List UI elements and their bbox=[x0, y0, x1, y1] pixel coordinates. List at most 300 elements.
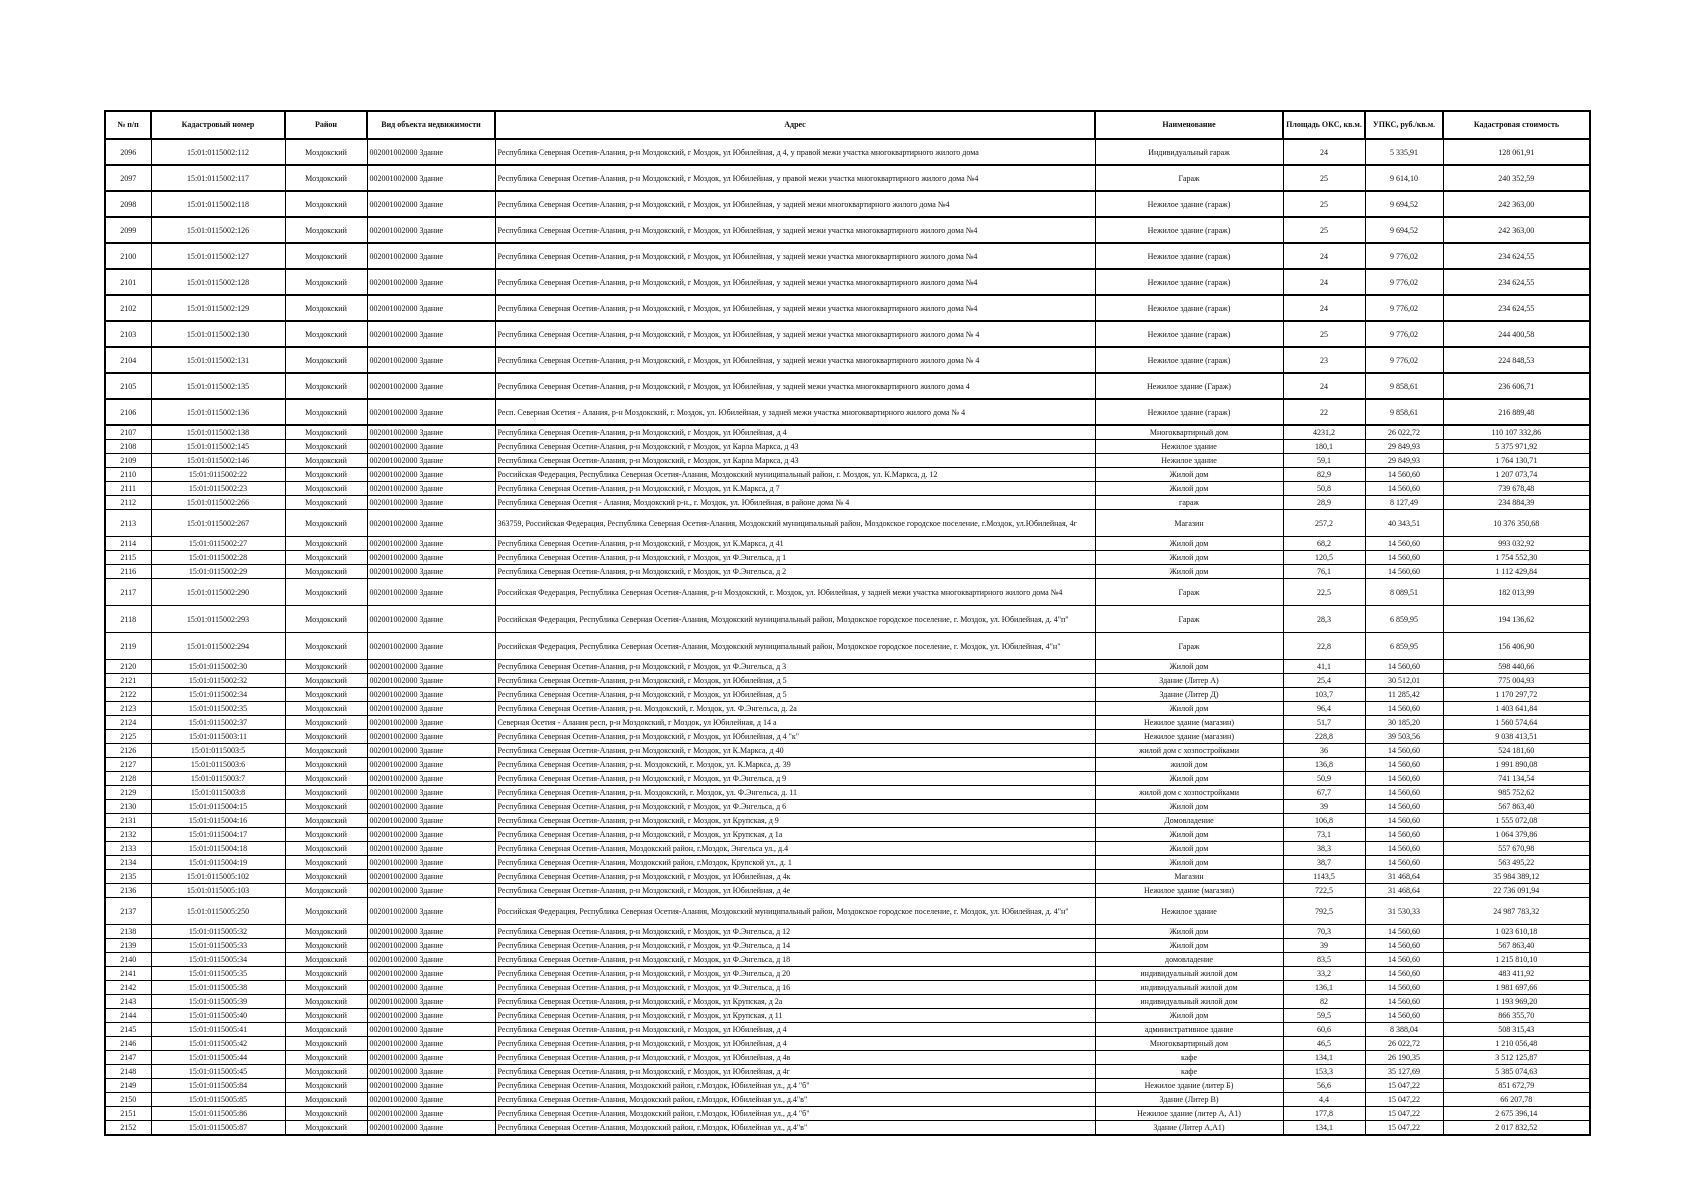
upks-cell: 14 560,60 bbox=[1365, 995, 1443, 1009]
object-kind-cell: 002001002000 Здание bbox=[367, 537, 495, 551]
cadastral-number-cell: 15:01:0115002:145 bbox=[151, 440, 285, 454]
object-kind-cell: 002001002000 Здание bbox=[367, 856, 495, 870]
cadastral-number-cell: 15:01:0115003:8 bbox=[151, 786, 285, 800]
cadastral-number-cell: 15:01:0115005:33 bbox=[151, 939, 285, 953]
cadastral-cost-cell: 3 512 125,87 bbox=[1443, 1051, 1590, 1065]
area-cell: 39 bbox=[1283, 939, 1365, 953]
upks-cell: 26 022,72 bbox=[1365, 425, 1443, 440]
upks-cell: 15 047,22 bbox=[1365, 1121, 1443, 1136]
cadastral-cost-cell: 741 134,54 bbox=[1443, 772, 1590, 786]
name-cell: индивидуальный жилой дом bbox=[1095, 995, 1283, 1009]
address-cell: Республика Северная Осетия-Алания, р-н Моздокский, г Моздок, ул Ф.Энгельса, д 3 bbox=[495, 660, 1095, 674]
table-row bbox=[105, 1023, 1590, 1037]
name-cell: Нежилое здание (гараж) bbox=[1095, 243, 1283, 269]
row-number-cell: 2145 bbox=[105, 1023, 151, 1037]
row-number-cell: 2123 bbox=[105, 702, 151, 716]
address-cell: Республика Северная Осетия-Алания, р-н Моздокский, г Моздок, ул Юбилейная, д 4г bbox=[495, 1065, 1095, 1079]
district-cell: Моздокский bbox=[285, 454, 367, 468]
cadastral-number-cell: 15:01:0115003:6 bbox=[151, 758, 285, 772]
address-cell: Республика Северная Осетия-Алания, р-н Моздокский, г Моздок, ул Юбилейная, д 4к bbox=[495, 870, 1095, 884]
cadastral-number-cell: 15:01:0115002:118 bbox=[151, 191, 285, 217]
address-cell: Российская Федерация, Республика Северная Осетия-Алания, Моздокский муниципальный район, Моздокское городское поселение, г. Моздок, ул. Юбилейная, д. 4"н" bbox=[495, 898, 1095, 925]
area-cell: 36 bbox=[1283, 744, 1365, 758]
cadastral-number-cell: 15:01:0115005:84 bbox=[151, 1079, 285, 1093]
object-kind-cell: 002001002000 Здание bbox=[367, 1009, 495, 1023]
area-cell: 83,5 bbox=[1283, 953, 1365, 967]
cadastral-cost-cell: 851 672,79 bbox=[1443, 1079, 1590, 1093]
upks-cell: 14 560,60 bbox=[1365, 856, 1443, 870]
row-number-cell: 2142 bbox=[105, 981, 151, 995]
address-cell: Республика Северная Осетия-Алания, р-н Моздокский, г Моздок, ул Ф.Энгельса, д 16 bbox=[495, 981, 1095, 995]
area-cell: 96,4 bbox=[1283, 702, 1365, 716]
cadastral-cost-cell: 563 495,22 bbox=[1443, 856, 1590, 870]
table-row bbox=[105, 468, 1590, 482]
cadastral-cost-cell: 234 884,39 bbox=[1443, 496, 1590, 510]
row-number-cell: 2146 bbox=[105, 1037, 151, 1051]
object-kind-cell: 002001002000 Здание bbox=[367, 373, 495, 399]
object-kind-cell: 002001002000 Здание bbox=[367, 758, 495, 772]
address-cell: Республика Северная Осетия-Алания, р-н Моздокский, г Моздок, ул К.Маркса, д 7 bbox=[495, 482, 1095, 496]
upks-cell: 15 047,22 bbox=[1365, 1079, 1443, 1093]
cadastral-number-cell: 15:01:0115002:293 bbox=[151, 606, 285, 633]
upks-cell: 6 859,95 bbox=[1365, 606, 1443, 633]
cadastral-cost-cell: 567 863,40 bbox=[1443, 939, 1590, 953]
upks-cell: 8 089,51 bbox=[1365, 579, 1443, 606]
object-kind-cell: 002001002000 Здание bbox=[367, 1121, 495, 1136]
address-cell: Республика Северная Осетия-Алания, р-н Моздокский, г Моздок, ул Юбилейная, у задней межи многоквартирного жилого дома №4 bbox=[495, 191, 1095, 217]
address-cell: Республика Северная Осетия-Алания, Моздокский район, г.Моздок, Крупской ул., д. 1 bbox=[495, 856, 1095, 870]
name-cell: Нежилое здание (гараж) bbox=[1095, 321, 1283, 347]
row-number-cell: 2152 bbox=[105, 1121, 151, 1136]
area-cell: 103,7 bbox=[1283, 688, 1365, 702]
address-cell: Республика Северная Осетия-Алания, р-н Моздокский, г Моздок, ул Крупская, д 9 bbox=[495, 814, 1095, 828]
object-kind-cell: 002001002000 Здание bbox=[367, 730, 495, 744]
cadastral-cost-cell: 508 315,43 bbox=[1443, 1023, 1590, 1037]
name-cell: Домовладение bbox=[1095, 814, 1283, 828]
cadastral-number-cell: 15:01:0115005:40 bbox=[151, 1009, 285, 1023]
cadastral-number-cell: 15:01:0115002:22 bbox=[151, 468, 285, 482]
district-cell: Моздокский bbox=[285, 510, 367, 537]
cadastral-cost-cell: 739 678,48 bbox=[1443, 482, 1590, 496]
address-cell: Республика Северная Осетия-Алания, Моздокский район, г.Моздок, Юбилейная ул., д.4"в" bbox=[495, 1093, 1095, 1107]
header-district: Район bbox=[285, 111, 367, 139]
address-cell: Республика Северная Осетия-Алания, Моздокский район, г.Моздок, Энгельса ул., д.4 bbox=[495, 842, 1095, 856]
object-kind-cell: 002001002000 Здание bbox=[367, 1023, 495, 1037]
district-cell: Моздокский bbox=[285, 217, 367, 243]
object-kind-cell: 002001002000 Здание bbox=[367, 321, 495, 347]
table-row bbox=[105, 373, 1590, 399]
name-cell: Жилой дом bbox=[1095, 660, 1283, 674]
object-kind-cell: 002001002000 Здание bbox=[367, 482, 495, 496]
area-cell: 23 bbox=[1283, 347, 1365, 373]
address-cell: Северная Осетия - Алания респ, р-н Моздокский, г Моздок, ул Юбилейная, д 14 а bbox=[495, 716, 1095, 730]
object-kind-cell: 002001002000 Здание bbox=[367, 269, 495, 295]
cadastral-number-cell: 15:01:0115004:17 bbox=[151, 828, 285, 842]
district-cell: Моздокский bbox=[285, 243, 367, 269]
row-number-cell: 2133 bbox=[105, 842, 151, 856]
table-row bbox=[105, 730, 1590, 744]
upks-cell: 14 560,60 bbox=[1365, 842, 1443, 856]
row-number-cell: 2113 bbox=[105, 510, 151, 537]
cadastral-cost-cell: 128 061,91 bbox=[1443, 139, 1590, 165]
table-row bbox=[105, 347, 1590, 373]
name-cell: Нежилое здание (литер А, А1) bbox=[1095, 1107, 1283, 1121]
area-cell: 228,8 bbox=[1283, 730, 1365, 744]
cadastral-number-cell: 15:01:0115002:112 bbox=[151, 139, 285, 165]
object-kind-cell: 002001002000 Здание bbox=[367, 800, 495, 814]
cadastral-number-cell: 15:01:0115005:34 bbox=[151, 953, 285, 967]
name-cell: Жилой дом bbox=[1095, 925, 1283, 939]
address-cell: Республика Северная Осетия-Алания, р-н Моздокский, г Моздок, ул К.Маркса, д 40 bbox=[495, 744, 1095, 758]
object-kind-cell: 002001002000 Здание bbox=[367, 399, 495, 425]
area-cell: 39 bbox=[1283, 800, 1365, 814]
area-cell: 67,7 bbox=[1283, 786, 1365, 800]
row-number-cell: 2099 bbox=[105, 217, 151, 243]
table-row bbox=[105, 269, 1590, 295]
name-cell: Нежилое здание (гараж) bbox=[1095, 191, 1283, 217]
district-cell: Моздокский bbox=[285, 399, 367, 425]
name-cell: Жилой дом bbox=[1095, 939, 1283, 953]
cadastral-number-cell: 15:01:0115005:44 bbox=[151, 1051, 285, 1065]
upks-cell: 14 560,60 bbox=[1365, 702, 1443, 716]
address-cell: Российская Федерация, Республика Северная Осетия-Алания, Моздокский муниципальный район, г. Моздок, ул. К.Маркса, д. 12 bbox=[495, 468, 1095, 482]
district-cell: Моздокский bbox=[285, 995, 367, 1009]
cadastral-number-cell: 15:01:0115004:18 bbox=[151, 842, 285, 856]
address-cell: Республика Северная Осетия-Алания, р-н Моздокский, г Моздок, ул Ф.Энгельса, д 14 bbox=[495, 939, 1095, 953]
upks-cell: 9 776,02 bbox=[1365, 347, 1443, 373]
name-cell: Нежилое здание (гараж) bbox=[1095, 347, 1283, 373]
cadastral-cost-cell: 993 032,92 bbox=[1443, 537, 1590, 551]
upks-cell: 14 560,60 bbox=[1365, 772, 1443, 786]
object-kind-cell: 002001002000 Здание bbox=[367, 510, 495, 537]
cadastral-cost-cell: 22 736 091,94 bbox=[1443, 884, 1590, 898]
name-cell: Здание (Литер А) bbox=[1095, 674, 1283, 688]
district-cell: Моздокский bbox=[285, 373, 367, 399]
cadastral-cost-cell: 194 136,62 bbox=[1443, 606, 1590, 633]
cadastral-cost-cell: 234 624,55 bbox=[1443, 243, 1590, 269]
upks-cell: 14 560,60 bbox=[1365, 744, 1443, 758]
row-number-cell: 2129 bbox=[105, 786, 151, 800]
object-kind-cell: 002001002000 Здание bbox=[367, 828, 495, 842]
table-row bbox=[105, 139, 1590, 165]
cadastral-cost-cell: 24 987 783,32 bbox=[1443, 898, 1590, 925]
cadastral-number-cell: 15:01:0115002:267 bbox=[151, 510, 285, 537]
object-kind-cell: 002001002000 Здание bbox=[367, 551, 495, 565]
upks-cell: 14 560,60 bbox=[1365, 537, 1443, 551]
object-kind-cell: 002001002000 Здание bbox=[367, 939, 495, 953]
district-cell: Моздокский bbox=[285, 139, 367, 165]
cadastral-cost-cell: 1 210 056,48 bbox=[1443, 1037, 1590, 1051]
cadastral-cost-cell: 567 863,40 bbox=[1443, 800, 1590, 814]
table-row bbox=[105, 1121, 1590, 1136]
cadastral-number-cell: 15:01:0115004:16 bbox=[151, 814, 285, 828]
district-cell: Моздокский bbox=[285, 884, 367, 898]
district-cell: Моздокский bbox=[285, 800, 367, 814]
table-row bbox=[105, 551, 1590, 565]
object-kind-cell: 002001002000 Здание bbox=[367, 217, 495, 243]
upks-cell: 8 127,49 bbox=[1365, 496, 1443, 510]
row-number-cell: 2100 bbox=[105, 243, 151, 269]
district-cell: Моздокский bbox=[285, 716, 367, 730]
address-cell: Республика Северная Осетия-Алания, р-н Моздокский, г Моздок, ул Юбилейная, д 4, у правой межи участка многоквартирного жилого дома bbox=[495, 139, 1095, 165]
district-cell: Моздокский bbox=[285, 842, 367, 856]
district-cell: Моздокский bbox=[285, 633, 367, 660]
cadastral-number-cell: 15:01:0115002:34 bbox=[151, 688, 285, 702]
area-cell: 82,9 bbox=[1283, 468, 1365, 482]
cadastral-number-cell: 15:01:0115002:23 bbox=[151, 482, 285, 496]
cadastral-cost-cell: 66 207,78 bbox=[1443, 1093, 1590, 1107]
cadastral-cost-cell: 10 376 350,68 bbox=[1443, 510, 1590, 537]
district-cell: Моздокский bbox=[285, 828, 367, 842]
area-cell: 59,1 bbox=[1283, 454, 1365, 468]
object-kind-cell: 002001002000 Здание bbox=[367, 191, 495, 217]
cadastral-number-cell: 15:01:0115005:45 bbox=[151, 1065, 285, 1079]
object-kind-cell: 002001002000 Здание bbox=[367, 953, 495, 967]
area-cell: 22,5 bbox=[1283, 579, 1365, 606]
upks-cell: 14 560,60 bbox=[1365, 1009, 1443, 1023]
cadastral-cost-cell: 1 560 574,64 bbox=[1443, 716, 1590, 730]
district-cell: Моздокский bbox=[285, 967, 367, 981]
cadastral-number-cell: 15:01:0115005:87 bbox=[151, 1121, 285, 1136]
area-cell: 792,5 bbox=[1283, 898, 1365, 925]
name-cell: Жилой дом bbox=[1095, 1009, 1283, 1023]
area-cell: 177,8 bbox=[1283, 1107, 1365, 1121]
row-number-cell: 2102 bbox=[105, 295, 151, 321]
row-number-cell: 2128 bbox=[105, 772, 151, 786]
name-cell: Нежилое здание (магазин) bbox=[1095, 730, 1283, 744]
area-cell: 136,1 bbox=[1283, 981, 1365, 995]
address-cell: Республика Северная Осетия-Алания, р-н Моздокский, г Моздок, ул Юбилейная, у задней межи участка многоквартирного жилого дома № 4 bbox=[495, 347, 1095, 373]
cadastral-number-cell: 15:01:0115005:102 bbox=[151, 870, 285, 884]
table-header bbox=[105, 111, 1590, 139]
row-number-cell: 2108 bbox=[105, 440, 151, 454]
table-row bbox=[105, 814, 1590, 828]
object-kind-cell: 002001002000 Здание bbox=[367, 633, 495, 660]
upks-cell: 14 560,60 bbox=[1365, 468, 1443, 482]
cadastral-number-cell: 15:01:0115005:38 bbox=[151, 981, 285, 995]
cadastral-cost-cell: 236 606,71 bbox=[1443, 373, 1590, 399]
table-row bbox=[105, 898, 1590, 925]
cadastral-cost-cell: 1 023 610,18 bbox=[1443, 925, 1590, 939]
table-row bbox=[105, 321, 1590, 347]
object-kind-cell: 002001002000 Здание bbox=[367, 295, 495, 321]
address-cell: Республика Северная Осетия-Алания, р-н Моздокский, г Моздок, ул Ф.Энгельса, д 2 bbox=[495, 565, 1095, 579]
cadastral-number-cell: 15:01:0115002:126 bbox=[151, 217, 285, 243]
name-cell: Нежилое здание (магазин) bbox=[1095, 884, 1283, 898]
cadastral-cost-cell: 775 004,93 bbox=[1443, 674, 1590, 688]
header-object-kind: Вид объекта недвижимости bbox=[367, 111, 495, 139]
table-row bbox=[105, 995, 1590, 1009]
cadastral-cost-cell: 2 675 396,14 bbox=[1443, 1107, 1590, 1121]
area-cell: 50,9 bbox=[1283, 772, 1365, 786]
table-row bbox=[105, 870, 1590, 884]
upks-cell: 31 530,33 bbox=[1365, 898, 1443, 925]
row-number-cell: 2136 bbox=[105, 884, 151, 898]
cadastral-number-cell: 15:01:0115003:5 bbox=[151, 744, 285, 758]
name-cell: кафе bbox=[1095, 1065, 1283, 1079]
area-cell: 38,7 bbox=[1283, 856, 1365, 870]
table-row bbox=[105, 772, 1590, 786]
row-number-cell: 2141 bbox=[105, 967, 151, 981]
name-cell: Нежилое здание (магазин) bbox=[1095, 716, 1283, 730]
upks-cell: 30 185,20 bbox=[1365, 716, 1443, 730]
row-number-cell: 2104 bbox=[105, 347, 151, 373]
cadastral-number-cell: 15:01:0115003:7 bbox=[151, 772, 285, 786]
address-cell: Респ. Северная Осетия - Алания, р-н Моздокский, г. Моздок, ул. Юбилейная, у задней межи участка многоквартирного жилого дома № 4 bbox=[495, 399, 1095, 425]
area-cell: 24 bbox=[1283, 373, 1365, 399]
address-cell: Республика Северная Осетия-Алания, р-н. Моздокский, г. Моздок, ул. К.Маркса, д. 39 bbox=[495, 758, 1095, 772]
upks-cell: 14 560,60 bbox=[1365, 482, 1443, 496]
table-row bbox=[105, 967, 1590, 981]
table-row bbox=[105, 510, 1590, 537]
name-cell: Жилой дом bbox=[1095, 842, 1283, 856]
name-cell: Нежилое здание (Гараж) bbox=[1095, 373, 1283, 399]
district-cell: Моздокский bbox=[285, 269, 367, 295]
address-cell: Республика Северная Осетия - Алания, Моздокский р-н., г. Моздок, ул. Юбилейная, в районе дома № 4 bbox=[495, 496, 1095, 510]
cadastral-cost-cell: 1 981 697,66 bbox=[1443, 981, 1590, 995]
table-row bbox=[105, 716, 1590, 730]
cadastral-cost-cell: 110 107 332,86 bbox=[1443, 425, 1590, 440]
district-cell: Моздокский bbox=[285, 898, 367, 925]
district-cell: Моздокский bbox=[285, 1107, 367, 1121]
area-cell: 38,3 bbox=[1283, 842, 1365, 856]
header-row-number: № п/п bbox=[105, 111, 151, 139]
upks-cell: 29 849,93 bbox=[1365, 454, 1443, 468]
area-cell: 4231,2 bbox=[1283, 425, 1365, 440]
cadastral-cost-cell: 1 403 641,84 bbox=[1443, 702, 1590, 716]
row-number-cell: 2143 bbox=[105, 995, 151, 1009]
district-cell: Моздокский bbox=[285, 440, 367, 454]
cadastral-cost-cell: 1 207 073,74 bbox=[1443, 468, 1590, 482]
area-cell: 722,5 bbox=[1283, 884, 1365, 898]
district-cell: Моздокский bbox=[285, 870, 367, 884]
table-row bbox=[105, 702, 1590, 716]
name-cell: Жилой дом bbox=[1095, 482, 1283, 496]
table-row bbox=[105, 1037, 1590, 1051]
header-name: Наименование bbox=[1095, 111, 1283, 139]
row-number-cell: 2148 bbox=[105, 1065, 151, 1079]
table-row bbox=[105, 482, 1590, 496]
name-cell: Здание (Литер В) bbox=[1095, 1093, 1283, 1107]
name-cell: Жилой дом bbox=[1095, 772, 1283, 786]
cadastral-cost-cell: 2 017 832,52 bbox=[1443, 1121, 1590, 1136]
address-cell: Республика Северная Осетия-Алания, р-н Моздокский, г Моздок, ул Юбилейная, у задней межи участка многоквартирного жилого дома №4 bbox=[495, 269, 1095, 295]
upks-cell: 15 047,22 bbox=[1365, 1107, 1443, 1121]
name-cell: Жилой дом bbox=[1095, 565, 1283, 579]
address-cell: Республика Северная Осетия-Алания, р-н Моздокский, г Моздок, ул Юбилейная, у задней межи участка многоквартирного жилого дома 4 bbox=[495, 373, 1095, 399]
district-cell: Моздокский bbox=[285, 660, 367, 674]
table-row bbox=[105, 1079, 1590, 1093]
name-cell: Магазин bbox=[1095, 510, 1283, 537]
upks-cell: 35 127,69 bbox=[1365, 1065, 1443, 1079]
district-cell: Моздокский bbox=[285, 772, 367, 786]
cadastral-cost-cell: 1 991 890,08 bbox=[1443, 758, 1590, 772]
table-row bbox=[105, 758, 1590, 772]
table-row bbox=[105, 842, 1590, 856]
area-cell: 70,3 bbox=[1283, 925, 1365, 939]
cadastral-table bbox=[104, 110, 1591, 1136]
cadastral-number-cell: 15:01:0115005:41 bbox=[151, 1023, 285, 1037]
name-cell: Жилой дом bbox=[1095, 828, 1283, 842]
area-cell: 106,8 bbox=[1283, 814, 1365, 828]
upks-cell: 30 512,01 bbox=[1365, 674, 1443, 688]
upks-cell: 26 190,35 bbox=[1365, 1051, 1443, 1065]
address-cell: Республика Северная Осетия-Алания, р-н Моздокский, г Моздок, ул Юбилейная, у правой межи участка многоквартирного жилого дома №4 bbox=[495, 165, 1095, 191]
cadastral-number-cell: 15:01:0115005:35 bbox=[151, 967, 285, 981]
cadastral-number-cell: 15:01:0115002:32 bbox=[151, 674, 285, 688]
cadastral-number-cell: 15:01:0115003:11 bbox=[151, 730, 285, 744]
name-cell: административное здание bbox=[1095, 1023, 1283, 1037]
table-row bbox=[105, 674, 1590, 688]
table-row bbox=[105, 165, 1590, 191]
district-cell: Моздокский bbox=[285, 482, 367, 496]
district-cell: Моздокский bbox=[285, 1009, 367, 1023]
name-cell: Жилой дом bbox=[1095, 551, 1283, 565]
area-cell: 73,1 bbox=[1283, 828, 1365, 842]
upks-cell: 14 560,60 bbox=[1365, 939, 1443, 953]
row-number-cell: 2139 bbox=[105, 939, 151, 953]
row-number-cell: 2125 bbox=[105, 730, 151, 744]
district-cell: Моздокский bbox=[285, 688, 367, 702]
upks-cell: 40 343,51 bbox=[1365, 510, 1443, 537]
cadastral-cost-cell: 35 984 389,12 bbox=[1443, 870, 1590, 884]
table-row bbox=[105, 1051, 1590, 1065]
area-cell: 41,1 bbox=[1283, 660, 1365, 674]
name-cell: Многоквартирный дом bbox=[1095, 425, 1283, 440]
row-number-cell: 2103 bbox=[105, 321, 151, 347]
name-cell: Нежилое здание (гараж) bbox=[1095, 269, 1283, 295]
row-number-cell: 2110 bbox=[105, 468, 151, 482]
row-number-cell: 2122 bbox=[105, 688, 151, 702]
cadastral-number-cell: 15:01:0115004:19 bbox=[151, 856, 285, 870]
address-cell: Республика Северная Осетия-Алания, р-н Моздокский, г Моздок, ул Ф.Энгельса, д 6 bbox=[495, 800, 1095, 814]
object-kind-cell: 002001002000 Здание bbox=[367, 243, 495, 269]
name-cell: домовладение bbox=[1095, 953, 1283, 967]
cadastral-number-cell: 15:01:0115005:42 bbox=[151, 1037, 285, 1051]
object-kind-cell: 002001002000 Здание bbox=[367, 1107, 495, 1121]
district-cell: Моздокский bbox=[285, 321, 367, 347]
object-kind-cell: 002001002000 Здание bbox=[367, 981, 495, 995]
address-cell: Республика Северная Осетия-Алания, р-н Моздокский, г Моздок, ул Крупская, д 11 bbox=[495, 1009, 1095, 1023]
object-kind-cell: 002001002000 Здание bbox=[367, 884, 495, 898]
area-cell: 68,2 bbox=[1283, 537, 1365, 551]
district-cell: Моздокский bbox=[285, 1051, 367, 1065]
row-number-cell: 2126 bbox=[105, 744, 151, 758]
cadastral-cost-cell: 557 670,98 bbox=[1443, 842, 1590, 856]
address-cell: Республика Северная Осетия-Алания, р-н Моздокский, г Моздок, ул Карла Маркса, д 43 bbox=[495, 440, 1095, 454]
object-kind-cell: 002001002000 Здание bbox=[367, 898, 495, 925]
name-cell: Нежилое здание bbox=[1095, 440, 1283, 454]
row-number-cell: 2150 bbox=[105, 1093, 151, 1107]
table-row bbox=[105, 1093, 1590, 1107]
upks-cell: 39 503,56 bbox=[1365, 730, 1443, 744]
row-number-cell: 2147 bbox=[105, 1051, 151, 1065]
table-row bbox=[105, 217, 1590, 243]
name-cell: Жилой дом bbox=[1095, 702, 1283, 716]
area-cell: 28,3 bbox=[1283, 606, 1365, 633]
name-cell: кафе bbox=[1095, 1051, 1283, 1065]
address-cell: Республика Северная Осетия-Алания, р-н Моздокский, г Моздок, ул Юбилейная, д 5 bbox=[495, 688, 1095, 702]
row-number-cell: 2114 bbox=[105, 537, 151, 551]
name-cell: индивидуальный жилой дом bbox=[1095, 981, 1283, 995]
name-cell: Нежилое здание bbox=[1095, 454, 1283, 468]
district-cell: Моздокский bbox=[285, 674, 367, 688]
cadastral-cost-cell: 1 193 969,20 bbox=[1443, 995, 1590, 1009]
address-cell: Республика Северная Осетия-Алания, Моздокский район, г.Моздок, Юбилейная ул., д.4 "б" bbox=[495, 1079, 1095, 1093]
table-row bbox=[105, 399, 1590, 425]
area-cell: 59,5 bbox=[1283, 1009, 1365, 1023]
object-kind-cell: 002001002000 Здание bbox=[367, 425, 495, 440]
